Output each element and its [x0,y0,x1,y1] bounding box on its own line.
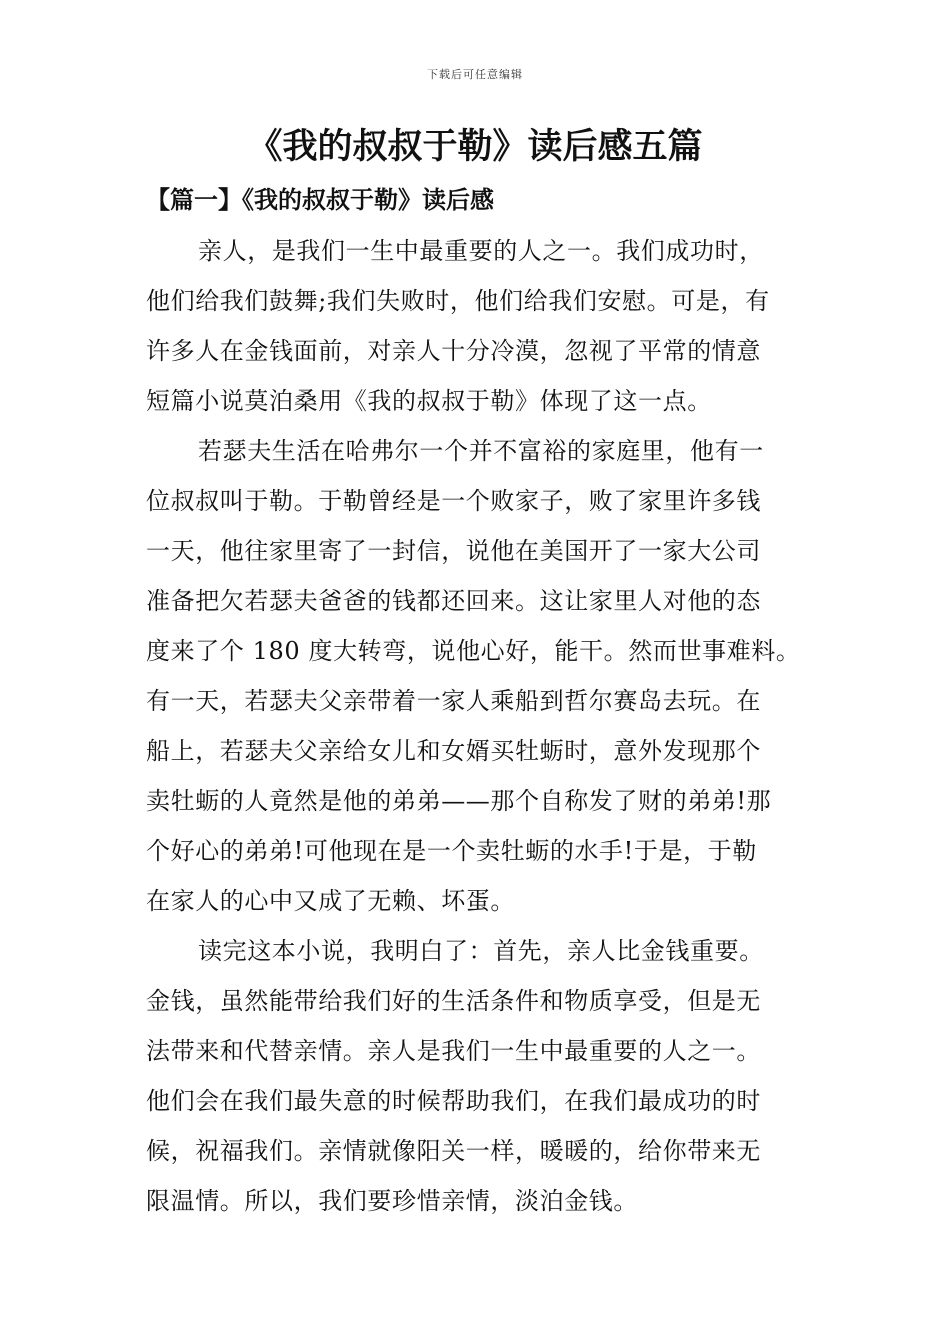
document-title: 《我的叔叔于勒》读后感五篇 [247,127,703,167]
paragraph-line: 许多人在金钱面前，对亲人十分冷漠，忽视了平常的情意 [146,337,761,365]
paragraph-line: 候，祝福我们。亲情就像阳关一样，暖暖的，给你带来无 [146,1137,761,1165]
paragraph [146,226,806,426]
paragraph-line: 位叔叔叫于勒。于勒曾经是一个败家子，败了家里许多钱 [146,487,761,515]
paragraph-line: 卖牡蛎的人竟然是他的弟弟——那个自称发了财的弟弟!那 [146,787,772,815]
body-text [146,226,806,1226]
paragraph-line: 他们会在我们最失意的时候帮助我们，在我们最成功的时 [146,1087,761,1115]
paragraph-line: 金钱，虽然能带给我们好的生活条件和物质享受，但是无 [146,987,761,1015]
paragraph-line: 在家人的心中又成了无赖、坏蛋。 [146,887,515,915]
paragraph-line: 船上，若瑟夫父亲给女儿和女婿买牡蛎时，意外发现那个 [146,737,761,765]
paragraph-line: 若瑟夫生活在哈弗尔一个并不富裕的家庭里，他有一 [198,437,764,465]
section-heading: 【篇一】《我的叔叔于勒》读后感 [146,185,494,214]
paragraph-line: 一天，他往家里寄了一封信，说他在美国开了一家大公司 [146,537,761,565]
paragraph [146,926,806,1226]
paragraph [146,426,806,926]
paragraph-line: 个好心的弟弟!可他现在是一个卖牡蛎的水手!于是，于勒 [146,837,757,865]
paragraph-line: 准备把欠若瑟夫爸爸的钱都还回来。这让家里人对他的态 [146,587,761,615]
paragraph-line: 短篇小说莫泊桑用《我的叔叔于勒》体现了这一点。 [146,387,712,415]
paragraph-line: 他们给我们鼓舞;我们失败时，他们给我们安慰。可是，有 [146,287,770,315]
header-note: 下载后可任意编辑 [427,68,523,81]
paragraph-line: 度来了个 180 度大转弯，说他心好，能干。然而世事难料。 [146,637,801,665]
paragraph-line: 限温情。所以，我们要珍惜亲情，淡泊金钱。 [146,1187,638,1215]
paragraph-line: 读完这本小说，我明白了：首先，亲人比金钱重要。 [198,937,764,965]
paragraph-line: 亲人，是我们一生中最重要的人之一。我们成功时， [198,237,764,265]
paragraph-line: 有一天，若瑟夫父亲带着一家人乘船到哲尔赛岛去玩。在 [146,687,761,715]
paragraph-line: 法带来和代替亲情。亲人是我们一生中最重要的人之一。 [146,1037,761,1065]
